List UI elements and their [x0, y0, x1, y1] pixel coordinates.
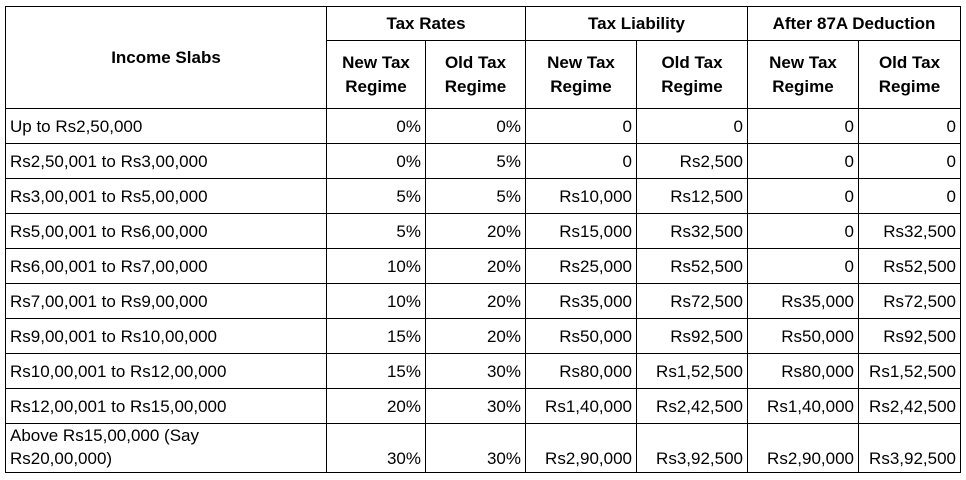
rate-old-cell: 0%	[426, 109, 526, 144]
after87a-old-cell: Rs2,42,500	[859, 389, 961, 424]
rate-old-cell: 30%	[426, 389, 526, 424]
table-row	[6, 354, 961, 389]
rates-new-regime-header: New Tax Regime	[327, 41, 426, 109]
rate-new-cell: 10%	[327, 249, 426, 284]
liability-old-cell: Rs72,500	[637, 284, 748, 319]
rate-new-cell: 15%	[327, 319, 426, 354]
after87a-new-cell: Rs2,90,000	[748, 424, 859, 473]
liability-old-regime-header: Old Tax Regime	[637, 41, 748, 109]
rate-new-cell: 20%	[327, 389, 426, 424]
table-row	[6, 179, 961, 214]
after87a-new-regime-header: New Tax Regime	[748, 41, 859, 109]
table-body	[6, 109, 961, 473]
liability-new-cell: Rs35,000	[526, 284, 637, 319]
rate-old-cell: 30%	[426, 354, 526, 389]
liability-new-cell: Rs50,000	[526, 319, 637, 354]
liability-new-cell: Rs15,000	[526, 214, 637, 249]
after87a-old-cell: Rs72,500	[859, 284, 961, 319]
slab-label: Rs9,00,001 to Rs10,00,000	[6, 319, 327, 354]
rate-old-cell: 20%	[426, 284, 526, 319]
rate-old-cell: 20%	[426, 249, 526, 284]
liability-new-cell: 0	[526, 109, 637, 144]
after87a-new-cell: Rs80,000	[748, 354, 859, 389]
tax-slab-table	[5, 6, 961, 473]
liability-old-cell: Rs1,52,500	[637, 354, 748, 389]
after87a-new-cell: Rs50,000	[748, 319, 859, 354]
liability-old-cell: Rs92,500	[637, 319, 748, 354]
liability-new-cell: Rs1,40,000	[526, 389, 637, 424]
liability-old-cell: Rs12,500	[637, 179, 748, 214]
liability-old-cell: 0	[637, 109, 748, 144]
slab-label: Rs10,00,001 to Rs12,00,000	[6, 354, 327, 389]
after87a-old-cell: Rs3,92,500	[859, 424, 961, 473]
after87a-new-cell: Rs1,40,000	[748, 389, 859, 424]
after87a-old-cell: Rs52,500	[859, 249, 961, 284]
liability-new-regime-header: New Tax Regime	[526, 41, 637, 109]
after87a-old-cell: Rs92,500	[859, 319, 961, 354]
liability-old-cell: Rs52,500	[637, 249, 748, 284]
rate-new-cell: 5%	[327, 179, 426, 214]
rate-old-cell: 20%	[426, 214, 526, 249]
rate-new-cell: 5%	[327, 214, 426, 249]
slab-label: Rs2,50,001 to Rs3,00,000	[6, 144, 327, 179]
rate-new-cell: 10%	[327, 284, 426, 319]
table-row	[6, 319, 961, 354]
income-slabs-header: Income Slabs	[6, 7, 327, 109]
after87a-old-cell: Rs1,52,500	[859, 354, 961, 389]
tax-liability-header: Tax Liability	[526, 7, 748, 41]
liability-new-cell: 0	[526, 144, 637, 179]
table-row	[6, 249, 961, 284]
rate-new-cell: 0%	[327, 144, 426, 179]
liability-new-cell: Rs10,000	[526, 179, 637, 214]
after87a-new-cell: 0	[748, 179, 859, 214]
slab-label: Up to Rs2,50,000	[6, 109, 327, 144]
rate-old-cell: 30%	[426, 424, 526, 473]
slab-label: Above Rs15,00,000 (Say Rs20,00,000)	[6, 424, 327, 473]
liability-old-cell: Rs2,42,500	[637, 389, 748, 424]
rate-old-cell: 5%	[426, 179, 526, 214]
table-row	[6, 214, 961, 249]
header-group-row	[6, 7, 961, 41]
liability-new-cell: Rs25,000	[526, 249, 637, 284]
after87a-old-cell: 0	[859, 109, 961, 144]
after87a-old-regime-header: Old Tax Regime	[859, 41, 961, 109]
after87a-new-cell: 0	[748, 214, 859, 249]
rates-old-regime-header: Old Tax Regime	[426, 41, 526, 109]
table-row	[6, 144, 961, 179]
after87a-new-cell: Rs35,000	[748, 284, 859, 319]
table-row	[6, 389, 961, 424]
table-row	[6, 284, 961, 319]
table-row	[6, 109, 961, 144]
liability-new-cell: Rs80,000	[526, 354, 637, 389]
after-87a-header: After 87A Deduction	[748, 7, 961, 41]
liability-old-cell: Rs2,500	[637, 144, 748, 179]
liability-old-cell: Rs3,92,500	[637, 424, 748, 473]
liability-new-cell: Rs2,90,000	[526, 424, 637, 473]
rate-new-cell: 30%	[327, 424, 426, 473]
after87a-new-cell: 0	[748, 144, 859, 179]
after87a-new-cell: 0	[748, 249, 859, 284]
after87a-old-cell: Rs32,500	[859, 214, 961, 249]
slab-label: Rs5,00,001 to Rs6,00,000	[6, 214, 327, 249]
tax-rates-header: Tax Rates	[327, 7, 526, 41]
after87a-new-cell: 0	[748, 109, 859, 144]
rate-new-cell: 15%	[327, 354, 426, 389]
rate-old-cell: 5%	[426, 144, 526, 179]
liability-old-cell: Rs32,500	[637, 214, 748, 249]
slab-label: Rs3,00,001 to Rs5,00,000	[6, 179, 327, 214]
rate-new-cell: 0%	[327, 109, 426, 144]
slab-label: Rs6,00,001 to Rs7,00,000	[6, 249, 327, 284]
slab-label: Rs7,00,001 to Rs9,00,000	[6, 284, 327, 319]
slab-label: Rs12,00,001 to Rs15,00,000	[6, 389, 327, 424]
after87a-old-cell: 0	[859, 179, 961, 214]
rate-old-cell: 20%	[426, 319, 526, 354]
table-row-last	[6, 424, 961, 473]
after87a-old-cell: 0	[859, 144, 961, 179]
